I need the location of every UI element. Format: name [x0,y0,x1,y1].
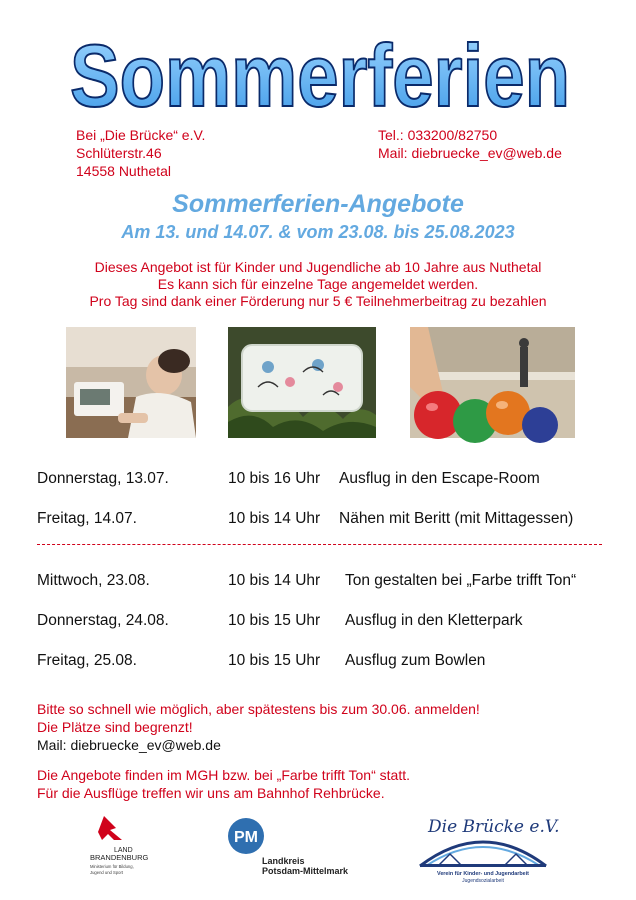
bruecke-logo [410,808,560,884]
address-line: Schlüterstr.46 [76,145,162,161]
svg-text:LAND: LAND [114,847,133,854]
schedule-row [37,572,617,592]
svg-text:Landkreis: Landkreis [262,856,305,866]
svg-text:Die Brücke e.V.: Die Brücke e.V. [428,817,560,837]
dates-heading: Am 13. und 14.07. & vom 23.08. bis 25.08.2023 [121,222,515,242]
schedule-row [37,612,617,632]
schedule-day: Donnerstag, 13.07. [37,470,169,487]
venue-notice [37,766,410,802]
intro-line: Dieses Angebot ist für Kinder und Jugendliche ab 10 Jahre aus Nuthetal [94,259,542,275]
registration-notice [37,700,480,754]
schedule-time: 10 bis 15 Uhr [228,652,321,669]
schedule-row [37,652,617,672]
schedule-activity: Ausflug zum Bowlen [345,652,486,669]
schedule-row [37,470,617,490]
bridge-icon [420,842,546,866]
notice-email[interactable]: Mail: diebruecke_ev@web.de [37,737,221,753]
schedule-time: 10 bis 14 Uhr [228,572,321,589]
svg-text:Ministerium für Bildung,: Ministerium für Bildung, [90,864,134,869]
notice-line: Die Plätze sind begrenzt! [37,719,193,735]
svg-text:BRANDENBURG: BRANDENBURG [90,853,149,862]
svg-text:Potsdam-Mittelmark: Potsdam-Mittelmark [262,866,349,876]
intro-line: Pro Tag sind dank einer Förderung nur 5 € Teilnehmerbeitrag zu bezahlen [89,293,547,309]
schedule-activity: Nähen mit Beritt (mit Mittagessen) [339,510,574,527]
venue-line: Die Angebote finden im MGH bzw. bei „Farbe trifft Ton“ statt. [37,767,410,783]
poster-title [60,24,580,124]
schedule-activity: Ton gestalten bei „Farbe trifft Ton“ [345,572,577,589]
svg-text:Jugend und Sport: Jugend und Sport [90,870,124,875]
schedule-day: Freitag, 14.07. [37,510,137,527]
phone-text: Tel.: 033200/82750 [378,127,498,143]
title-text: Sommerferien [70,26,570,125]
svg-text:Verein für Kinder- und Jugenda: Verein für Kinder- und Jugendarbeit [437,871,529,877]
intro-text [0,259,636,310]
schedule-time: 10 bis 15 Uhr [228,612,321,629]
svg-text:PM: PM [234,829,258,846]
venue-line: Für die Ausflüge treffen wir uns am Bahnhof Rehbrücke. [37,785,385,801]
sewing-photo [66,327,196,438]
pm-logo [226,816,366,878]
brandenburg-logo [84,810,164,882]
schedule-row [37,510,617,530]
schedule-activity: Ausflug in den Escape-Room [339,470,540,487]
intro-line: Es kann sich für einzelne Tage angemeldet werden. [157,276,479,292]
offers-heading: Sommerferien-Angebote [172,190,464,218]
schedule-divider [37,544,602,545]
schedule-day: Donnerstag, 24.08. [37,612,169,629]
svg-text:Jugendsozialarbeit: Jugendsozialarbeit [462,878,504,884]
schedule-day: Mittwoch, 23.08. [37,572,150,589]
schedule-activity: Ausflug in den Kletterpark [345,612,523,629]
eagle-icon [98,816,122,840]
notice-line: Bitte so schnell wie möglich, aber spätestens bis zum 30.06. anmelden! [37,701,480,717]
email-text[interactable]: Mail: diebruecke_ev@web.de [378,145,562,161]
address-line: Bei „Die Brücke“ e.V. [76,127,206,143]
bowling-photo [410,327,575,438]
schedule-time: 10 bis 16 Uhr [228,470,321,487]
pottery-photo [228,327,376,438]
contact-block [378,126,562,162]
address-block [76,126,205,180]
schedule-time: 10 bis 14 Uhr [228,510,321,527]
schedule-day: Freitag, 25.08. [37,652,137,669]
address-line: 14558 Nuthetal [76,163,171,179]
